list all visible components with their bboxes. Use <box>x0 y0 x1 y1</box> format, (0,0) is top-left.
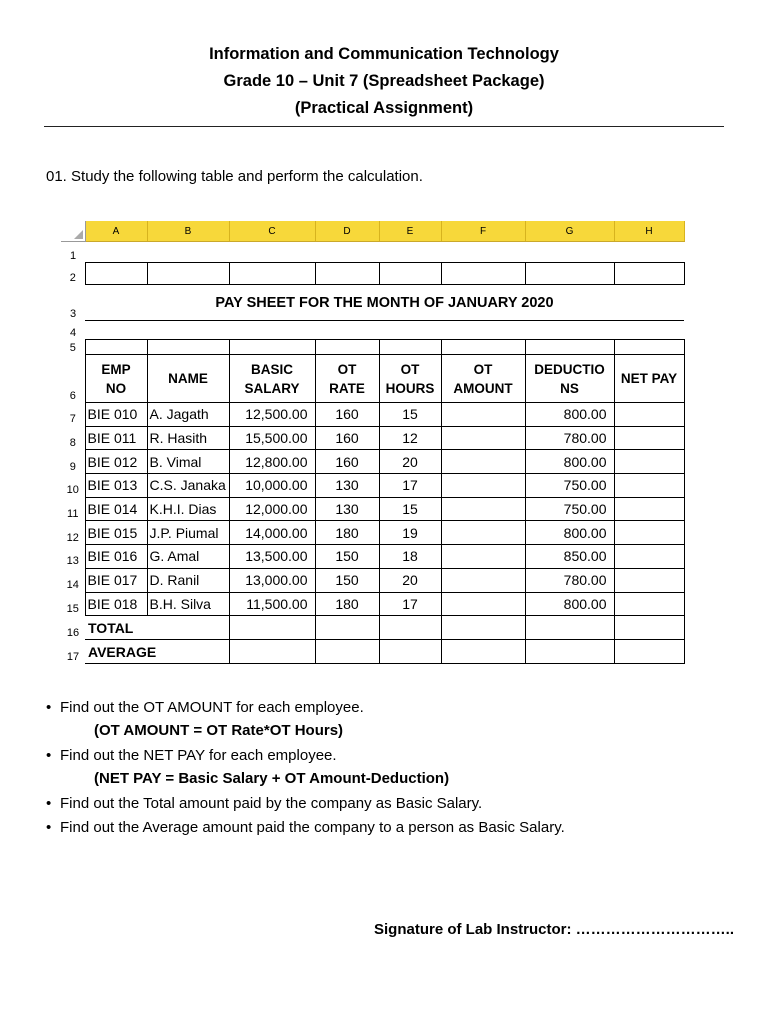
cell-ot-rate[interactable]: 180 <box>315 592 379 616</box>
column-header-b[interactable]: B <box>147 221 229 242</box>
cell-basic-salary[interactable]: 14,000.00 <box>229 521 315 545</box>
cell-name[interactable]: D. Ranil <box>147 568 229 592</box>
cell-deductions[interactable]: 750.00 <box>525 497 614 521</box>
cell[interactable] <box>85 340 147 355</box>
cell-ot-rate[interactable]: 160 <box>315 403 379 427</box>
column-header-f[interactable]: F <box>441 221 525 242</box>
cell-ot-amount[interactable] <box>441 474 525 498</box>
table-row <box>61 474 684 498</box>
cell-net-pay[interactable] <box>614 568 684 592</box>
cell[interactable] <box>315 616 379 640</box>
cell[interactable] <box>379 340 441 355</box>
cell-net-pay[interactable] <box>614 592 684 616</box>
header-row <box>61 355 684 403</box>
cell-ot-hours[interactable]: 15 <box>379 403 441 427</box>
cell[interactable] <box>229 340 315 355</box>
cell[interactable] <box>315 340 379 355</box>
cell-ot-amount[interactable] <box>441 450 525 474</box>
cell-deductions[interactable]: 800.00 <box>525 450 614 474</box>
cell-name[interactable]: B. Vimal <box>147 450 229 474</box>
cell-deductions[interactable]: 800.00 <box>525 403 614 427</box>
cell[interactable] <box>85 263 147 285</box>
formula-1: (OT AMOUNT = OT Rate*OT Hours) <box>94 722 344 739</box>
header-ot-rate[interactable]: OT RATE <box>315 355 379 403</box>
row-number[interactable]: 3 <box>61 285 85 321</box>
column-header-a[interactable]: A <box>85 221 147 242</box>
cell-emp-no[interactable]: BIE 017 <box>85 568 147 592</box>
cell-deductions[interactable]: 850.00 <box>525 545 614 569</box>
cell-name[interactable]: A. Jagath <box>147 403 229 427</box>
cell-ot-amount[interactable] <box>441 592 525 616</box>
select-all-corner[interactable] <box>61 221 85 242</box>
sheet-row <box>61 340 684 355</box>
cell[interactable] <box>614 616 684 640</box>
signature-line: Signature of Lab Instructor: ………………………….. <box>374 921 735 938</box>
row-number[interactable]: 10 <box>61 474 85 498</box>
cell-net-pay[interactable] <box>614 474 684 498</box>
table-row <box>61 450 684 474</box>
cell-net-pay[interactable] <box>614 450 684 474</box>
cell[interactable] <box>614 340 684 355</box>
sheet-row <box>61 242 684 263</box>
cell-name[interactable]: C.S. Janaka <box>147 474 229 498</box>
column-header-h[interactable]: H <box>614 221 684 242</box>
cell-emp-no[interactable]: BIE 011 <box>85 426 147 450</box>
row-number[interactable]: 14 <box>61 568 85 592</box>
doc-title-line-1: Information and Communication Technology <box>209 45 559 63</box>
cell-ot-amount[interactable] <box>441 521 525 545</box>
cell-emp-no[interactable]: BIE 016 <box>85 545 147 569</box>
header-basic-salary[interactable]: BASIC SALARY <box>229 355 315 403</box>
cell-net-pay[interactable] <box>614 521 684 545</box>
task-4: • Find out the Average amount paid the company to a person as Basic Salary. <box>46 819 565 836</box>
row-number[interactable]: 6 <box>61 355 85 403</box>
cell-basic-salary[interactable]: 13,500.00 <box>229 545 315 569</box>
cell-ot-amount[interactable] <box>441 568 525 592</box>
cell[interactable] <box>315 263 379 285</box>
cell-ot-rate[interactable]: 150 <box>315 568 379 592</box>
task-2: • Find out the NET PAY for each employee. <box>46 747 337 764</box>
row-number[interactable]: 13 <box>61 545 85 569</box>
row-number[interactable]: 15 <box>61 592 85 616</box>
task-1: • Find out the OT AMOUNT for each employee. <box>46 699 364 716</box>
header-divider <box>44 126 724 127</box>
cell[interactable] <box>441 340 525 355</box>
cell[interactable] <box>379 616 441 640</box>
cell[interactable] <box>147 263 229 285</box>
row-number[interactable]: 8 <box>61 426 85 450</box>
cell-ot-amount[interactable] <box>441 426 525 450</box>
cell[interactable] <box>379 263 441 285</box>
pay-sheet-title[interactable]: PAY SHEET FOR THE MONTH OF JANUARY 2020 <box>85 285 684 321</box>
header-name[interactable]: NAME <box>147 355 229 403</box>
cell-ot-hours[interactable]: 17 <box>379 592 441 616</box>
header-net-pay[interactable]: NET PAY <box>614 355 684 403</box>
cell[interactable] <box>441 640 525 664</box>
question-text: 01. Study the following table and perform the calculation. <box>46 168 423 185</box>
cell[interactable] <box>315 640 379 664</box>
cell-ot-hours[interactable]: 19 <box>379 521 441 545</box>
task-3: • Find out the Total amount paid by the company as Basic Salary. <box>46 795 483 812</box>
empty-row-cell[interactable] <box>85 242 684 263</box>
cell-ot-hours[interactable]: 12 <box>379 426 441 450</box>
cell-deductions[interactable]: 780.00 <box>525 426 614 450</box>
table-row <box>61 426 684 450</box>
average-label[interactable]: AVERAGE <box>85 640 229 664</box>
cell-name[interactable]: G. Amal <box>147 545 229 569</box>
cell-emp-no[interactable]: BIE 015 <box>85 521 147 545</box>
sheet-row <box>61 285 684 321</box>
cell-deductions[interactable]: 800.00 <box>525 521 614 545</box>
summary-row <box>61 640 684 664</box>
spreadsheet-table <box>61 221 685 664</box>
cell[interactable] <box>441 263 525 285</box>
cell[interactable] <box>229 640 315 664</box>
header-ot-amount[interactable]: OT AMOUNT <box>441 355 525 403</box>
table-row <box>61 521 684 545</box>
cell-ot-hours[interactable]: 18 <box>379 545 441 569</box>
sheet-row <box>61 263 684 285</box>
table-row <box>61 545 684 569</box>
row-number[interactable]: 1 <box>61 242 85 263</box>
row-number[interactable]: 12 <box>61 521 85 545</box>
header-deductions[interactable]: DEDUCTIO NS <box>525 355 614 403</box>
cell-net-pay[interactable] <box>614 497 684 521</box>
summary-row <box>61 616 684 640</box>
cell-ot-amount[interactable] <box>441 497 525 521</box>
row-number[interactable]: 9 <box>61 450 85 474</box>
row-number[interactable]: 7 <box>61 403 85 427</box>
row-number[interactable]: 4 <box>61 321 85 340</box>
cell[interactable] <box>525 616 614 640</box>
row-number[interactable]: 11 <box>61 497 85 521</box>
empty-row-cell[interactable] <box>85 321 684 340</box>
cell-basic-salary[interactable]: 12,800.00 <box>229 450 315 474</box>
column-header-g[interactable]: G <box>525 221 614 242</box>
row-number[interactable]: 16 <box>61 616 85 640</box>
cell-name[interactable]: J.P. Piumal <box>147 521 229 545</box>
cell-emp-no[interactable]: BIE 013 <box>85 474 147 498</box>
cell-name[interactable]: K.H.I. Dias <box>147 497 229 521</box>
table-row <box>61 592 684 616</box>
cell-ot-rate[interactable]: 160 <box>315 450 379 474</box>
row-number[interactable]: 2 <box>61 263 85 285</box>
cell-deductions[interactable]: 780.00 <box>525 568 614 592</box>
table-row <box>61 403 684 427</box>
cell-ot-rate[interactable]: 130 <box>315 474 379 498</box>
total-label[interactable]: TOTAL <box>85 616 229 640</box>
cell-ot-amount[interactable] <box>441 403 525 427</box>
cell-emp-no[interactable]: BIE 010 <box>85 403 147 427</box>
cell-ot-amount[interactable] <box>441 545 525 569</box>
cell[interactable] <box>525 640 614 664</box>
cell[interactable] <box>379 640 441 664</box>
cell-basic-salary[interactable]: 10,000.00 <box>229 474 315 498</box>
cell[interactable] <box>229 263 315 285</box>
cell-net-pay[interactable] <box>614 426 684 450</box>
cell-ot-rate[interactable]: 180 <box>315 521 379 545</box>
cell-emp-no[interactable]: BIE 014 <box>85 497 147 521</box>
cell-basic-salary[interactable]: 12,500.00 <box>229 403 315 427</box>
cell-name[interactable]: R. Hasith <box>147 426 229 450</box>
cell-ot-rate[interactable]: 130 <box>315 497 379 521</box>
cell[interactable] <box>441 616 525 640</box>
formula-2: (NET PAY = Basic Salary + OT Amount-Deduction) <box>94 770 450 787</box>
column-header-c[interactable]: C <box>229 221 315 242</box>
cell-net-pay[interactable] <box>614 403 684 427</box>
cell-ot-hours[interactable]: 20 <box>379 568 441 592</box>
column-header-e[interactable]: E <box>379 221 441 242</box>
cell-basic-salary[interactable]: 15,500.00 <box>229 426 315 450</box>
cell[interactable] <box>614 263 684 285</box>
doc-title-line-2: Grade 10 – Unit 7 (Spreadsheet Package) <box>223 72 545 90</box>
cell-basic-salary[interactable]: 11,500.00 <box>229 592 315 616</box>
doc-title-line-3: (Practical Assignment) <box>294 99 474 117</box>
cell-basic-salary[interactable]: 13,000.00 <box>229 568 315 592</box>
cell-deductions[interactable]: 800.00 <box>525 592 614 616</box>
cell-basic-salary[interactable]: 12,000.00 <box>229 497 315 521</box>
cell[interactable] <box>525 263 614 285</box>
cell-emp-no[interactable]: BIE 012 <box>85 450 147 474</box>
cell-net-pay[interactable] <box>614 545 684 569</box>
cell[interactable] <box>614 640 684 664</box>
cell-ot-rate[interactable]: 160 <box>315 426 379 450</box>
cell-deductions[interactable]: 750.00 <box>525 474 614 498</box>
column-header-d[interactable]: D <box>315 221 379 242</box>
cell-ot-hours[interactable]: 20 <box>379 450 441 474</box>
table-row <box>61 497 684 521</box>
header-emp-no[interactable]: EMP NO <box>85 355 147 403</box>
table-row <box>61 568 684 592</box>
cell-name[interactable]: B.H. Silva <box>147 592 229 616</box>
cell[interactable] <box>147 340 229 355</box>
cell-ot-hours[interactable]: 17 <box>379 474 441 498</box>
column-header-row <box>61 221 684 242</box>
cell[interactable] <box>525 340 614 355</box>
cell-ot-hours[interactable]: 15 <box>379 497 441 521</box>
sheet-row <box>61 321 684 340</box>
cell-ot-rate[interactable]: 150 <box>315 545 379 569</box>
header-ot-hours[interactable]: OT HOURS <box>379 355 441 403</box>
row-number[interactable]: 17 <box>61 640 85 664</box>
cell[interactable] <box>229 616 315 640</box>
row-number[interactable]: 5 <box>61 340 85 355</box>
cell-emp-no[interactable]: BIE 018 <box>85 592 147 616</box>
